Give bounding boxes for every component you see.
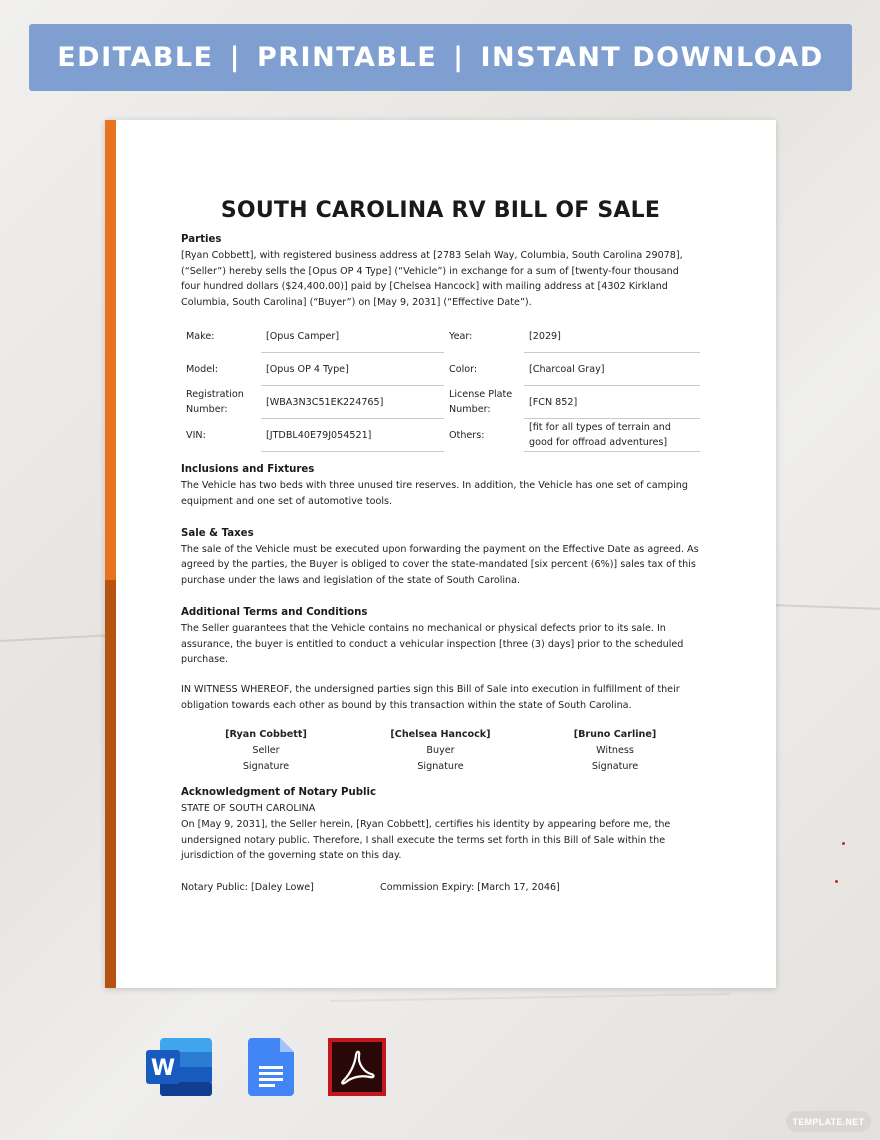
field-label: Registration Number: (186, 389, 244, 416)
field-label: VIN: (186, 429, 206, 441)
speck (835, 880, 838, 883)
marble-vein (330, 993, 730, 1002)
svg-text:W: W (150, 1056, 176, 1081)
field-label: Make: (186, 330, 215, 342)
commission-expiry: Commission Expiry: [March 17, 2046] (380, 882, 560, 894)
feature-banner (29, 24, 852, 91)
speck (842, 842, 845, 845)
accent-stripe-bottom (105, 580, 116, 988)
watermark-badge: TEMPLATE.NET (786, 1111, 871, 1132)
banner-item-printable: PRINTABLE (256, 42, 438, 73)
google-docs-icon[interactable] (248, 1038, 294, 1096)
field-label: Color: (449, 363, 478, 375)
additional-terms-heading: Additional Terms and Conditions (181, 606, 368, 618)
field-label: License Plate Number: (449, 389, 513, 416)
field-value: [Charcoal Gray] (524, 353, 700, 386)
field-label: Others: (449, 429, 485, 441)
notary-footer (181, 880, 700, 896)
signer-name: [Bruno Carline] (573, 729, 657, 741)
signer-role: Buyer (426, 745, 455, 757)
signature-label: Signature (591, 761, 639, 773)
vehicle-details-table (181, 320, 700, 453)
parties-heading: Parties (181, 234, 222, 245)
sale-taxes-text: The sale of the Vehicle must be executed upon forwarding the payment on the Effective Date as agreed. As agreed by the parties, the Buyer is obliged to cover the state-mandated [six percent (6%)] sales tax of this purchase under the laws and legislation of the state of South Carolina. (181, 543, 699, 587)
accent-stripe-top (105, 120, 116, 580)
word-icon[interactable] (146, 1038, 212, 1096)
field-value: [fit for all types of terrain and good for offroad adventures] (524, 419, 700, 452)
banner-separator: | (229, 42, 241, 73)
format-icons (146, 1038, 386, 1096)
signer-role: Seller (252, 745, 280, 757)
field-value: [FCN 852] (524, 386, 700, 419)
field-label: Model: (186, 363, 219, 375)
document-body (181, 198, 700, 896)
field-value: [Opus Camper] (261, 320, 444, 353)
field-value: [WBA3N3C51EK224765] (261, 386, 444, 419)
field-value: [2029] (524, 320, 700, 353)
signature-label: Signature (417, 761, 464, 773)
notary-text: On [May 9, 2031], the Seller herein, [Ryan Cobbett], certifies his identity by appearing before me, the undersigned notary public. Therefore, I shall execute the terms set forth in this Bill of Sale within the jurisdiction of the governing state on this day. (181, 819, 671, 862)
inclusions-heading: Inclusions and Fixtures (181, 464, 315, 476)
signer-name: [Ryan Cobbett] (225, 729, 307, 741)
witness-text: IN WITNESS WHEREOF, the undersigned parties sign this Bill of Sale into execution in fulfillment of their obligation towards each other as bound by this transaction within the state of South Carolina. (181, 683, 680, 711)
banner-item-instant-download: INSTANT DOWNLOAD (480, 42, 824, 73)
signer-name: [Chelsea Hancock] (390, 729, 491, 741)
field-value: [JTDBL40E79J054521] (261, 419, 444, 452)
notary-state: STATE OF SOUTH CAROLINA (181, 803, 316, 815)
signature-block (191, 727, 690, 775)
sale-taxes-heading: Sale & Taxes (181, 527, 254, 539)
signer-role: Witness (596, 745, 634, 757)
table-row (181, 320, 700, 353)
notary-public: Notary Public: [Daley Lowe] (181, 882, 314, 894)
parties-text: [Ryan Cobbett], with registered business address at [2783 Selah Way, Columbia, South Carolina 29078], (“Seller”) hereby sells the [Opus OP 4 Type] (“Vehicle”) in exchange for a sum of [twenty-four thousand four hundred dollars ($24,400.00)] paid by [Chelsea Hancock] with mailing address at [4302 Kirkland Columbia, South Carolina] (“Buyer”) on [May 9, 2031] (“Effective Date”). (181, 250, 683, 309)
field-value: [Opus OP 4 Type] (261, 353, 444, 386)
banner-separator: | (453, 42, 465, 73)
table-row (181, 419, 700, 452)
notary-heading: Acknowledgment of Notary Public (181, 787, 377, 799)
signature-buyer (366, 727, 516, 775)
pdf-icon[interactable] (328, 1038, 386, 1096)
table-row (181, 353, 700, 386)
inclusions-text: The Vehicle has two beds with three unused tire reserves. In addition, the Vehicle has one set of camping equipment and one set of automotive tools. (181, 480, 688, 508)
banner-item-editable: EDITABLE (57, 42, 214, 73)
document-preview (105, 120, 776, 988)
document-title: SOUTH CAROLINA RV BILL OF SALE (220, 198, 661, 223)
signature-label: Signature (242, 761, 290, 773)
signature-seller (191, 727, 341, 775)
signature-witness (540, 727, 690, 775)
additional-terms-text: The Seller guarantees that the Vehicle contains no mechanical or physical defects prior to its sale. In assurance, the buyer is entitled to conduct a vehicular inspection [three (3) days] prior to the scheduled purchase. (181, 622, 684, 666)
table-row (181, 386, 700, 419)
field-label: Year: (449, 330, 473, 342)
